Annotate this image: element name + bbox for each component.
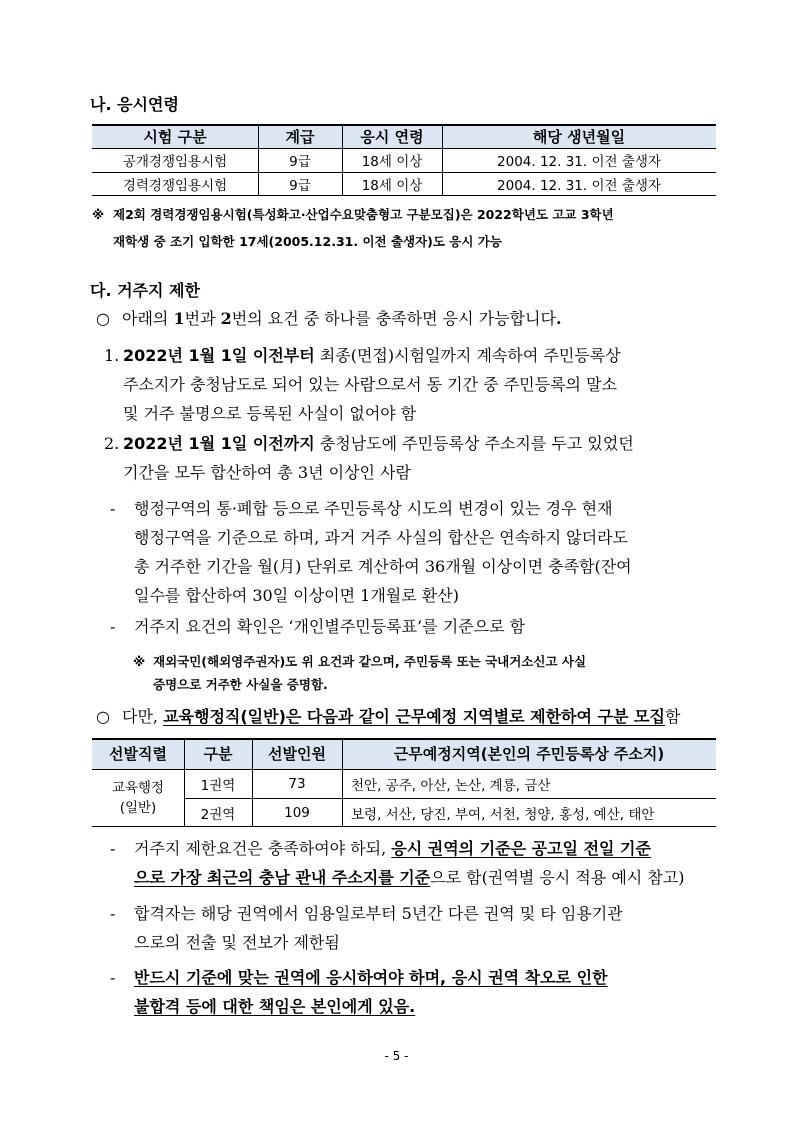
table-cell: 2004. 12. 31. 이전 출생자	[497, 178, 661, 194]
section-na-title: 나. 응시연령	[90, 95, 179, 114]
list-number: 2.	[104, 434, 120, 453]
text: 2	[220, 309, 232, 328]
merged-cell	[92, 769, 184, 827]
table-border	[442, 124, 443, 196]
note-line: 재학생 중 조기 입학한 17세(2005.12.31. 이전 출생자)도 응시 가능	[113, 234, 502, 249]
region-table	[92, 738, 716, 827]
note-line: 제2회 경력경쟁임용시험(특성화고·산업수요맞춤형고 구분모집)은 2022학년도 고교 3학년	[113, 207, 614, 222]
table-border	[342, 124, 343, 196]
table-border	[92, 738, 716, 740]
table-border	[252, 738, 253, 827]
page-number: - 5 -	[384, 1049, 409, 1063]
text: 거주지 제한요건은 충족하여야 하되,	[134, 839, 392, 858]
table-cell: 18세 이상	[361, 178, 423, 194]
note-line: 재외국민(해외영주권자)도 위 요건과 같으며, 주민등록 또는 국내거소신고 사실	[153, 654, 587, 669]
dash-line	[134, 862, 685, 893]
table-cell: 109	[284, 804, 310, 821]
table-cell: 73	[288, 775, 306, 792]
table-cell: 2권역	[200, 806, 236, 823]
dash-line: 으로의 전출 및 전보가 제한됨	[134, 933, 340, 952]
table-border	[92, 172, 716, 173]
list-item-line: 주소지가 충청남도로 되어 있는 사람으로서 동 기간 중 주민등록의 말소	[123, 375, 617, 394]
bullet-text	[122, 701, 680, 732]
underlined-text: 교육행정직(일반)은 다음과 같이 근무예정 지역별로 제한하여 구분 모집	[163, 707, 665, 726]
dash-line: 일수를 합산하여 30일 이상이면 1개월로 환산)	[134, 586, 459, 605]
age-table	[92, 124, 716, 196]
underlined-text: 응시 권역의 기준은 공고일 전일 기준	[391, 839, 651, 858]
note-line: 증명으로 거주한 사실을 증명함.	[153, 677, 328, 692]
dash-line: 불합격 등에 대한 책임은 본인에게 있음.	[134, 997, 416, 1016]
text: 으로 함(권역별 응시 적용 예시 참고)	[430, 868, 685, 887]
text: 번의 요건 중 하나를 충족하면 응시 가능합니다	[231, 309, 556, 328]
list-item-line: 기간을 모두 합산하여 총 3년 이상인 사람	[123, 463, 411, 482]
table-border	[184, 798, 716, 799]
dash-mark: -	[110, 839, 116, 858]
text: 최종(면접)시험일까지 계속하여 주민등록상	[314, 346, 621, 365]
text: (일반)	[119, 800, 157, 816]
region-table-header: 구분	[203, 745, 233, 763]
age-table-header: 시험 구분	[143, 127, 207, 146]
text: .	[555, 309, 562, 328]
table-cell: 경력경쟁임용시험	[122, 178, 228, 194]
table-border	[92, 124, 716, 126]
text: 다만,	[122, 707, 164, 726]
table-cell: 9급	[289, 178, 311, 194]
table-cell: 18세 이상	[361, 154, 423, 170]
age-table-header: 계급	[285, 127, 315, 146]
list-number: 1.	[104, 346, 120, 365]
dash-line	[134, 833, 651, 864]
list-item-line: 및 거주 불명으로 등록된 사실이 없어야 함	[123, 404, 417, 423]
bullet-circle: ○	[96, 309, 110, 328]
table-border	[184, 738, 185, 827]
note-mark: ※	[92, 207, 105, 222]
list-item-line	[123, 340, 621, 371]
table-cell: 천안, 공주, 아산, 논산, 계룡, 금산	[351, 777, 551, 794]
text: 번과	[184, 309, 221, 328]
table-cell: 9급	[289, 154, 311, 170]
table-cell: 1권역	[200, 777, 236, 794]
text: 교육행정	[111, 780, 165, 796]
table-cell: 보령, 서산, 당진, 부여, 서천, 청양, 홍성, 예산, 태안	[351, 806, 655, 823]
table-cell: 공개경쟁임용시험	[122, 154, 228, 170]
note-mark: ※	[133, 654, 146, 669]
dash-mark: -	[110, 617, 116, 636]
table-border	[92, 148, 716, 149]
text: 1	[173, 309, 185, 328]
bullet-text	[122, 303, 562, 334]
dash-mark: -	[110, 499, 116, 518]
dash-line: 행정구역을 기준으로 하며, 과거 거주 사실의 합산은 연속하지 않더라도	[134, 528, 628, 547]
table-border	[92, 195, 716, 196]
text: 2022년 1월 1일 이전까지	[123, 434, 315, 453]
dash-mark: -	[110, 968, 116, 987]
dash-line: 행정구역의 통·폐합 등으로 주민등록상 시도의 변경이 있는 경우 현재	[134, 499, 613, 518]
dash-mark: -	[110, 904, 116, 923]
region-table-header: 근무예정지역(본인의 주민등록상 주소지)	[393, 745, 665, 763]
table-border	[92, 826, 716, 827]
underlined-text: 으로 가장 최근의 충남 관내 주소지를 기준	[134, 868, 431, 887]
bullet-circle: ○	[96, 707, 110, 726]
dash-line: 합격자는 해당 권역에서 임용일로부터 5년간 다른 권역 및 타 임용기관	[134, 904, 623, 923]
dash-line: 반드시 기준에 맞는 권역에 응시하여야 하며, 응시 권역 착오로 인한	[134, 968, 608, 987]
table-cell: 2004. 12. 31. 이전 출생자	[497, 154, 661, 170]
text: 2022년 1월 1일 이전부터	[123, 346, 315, 365]
table-border	[92, 769, 716, 770]
text: 함	[664, 707, 681, 726]
dash-line: 거주지 요건의 확인은 ‘개인별주민등록표’를 기준으로 함	[134, 617, 526, 636]
dash-line: 총 거주한 기간을 월(月) 단위로 계산하여 36개월 이상이면 충족함(잔여	[134, 557, 632, 576]
region-table-header: 선발인원	[268, 745, 326, 763]
list-item-line	[123, 428, 634, 459]
region-table-header: 선발직렬	[109, 745, 167, 763]
text: 아래의	[122, 309, 174, 328]
table-border	[342, 738, 343, 827]
age-table-header: 해당 생년월일	[532, 127, 626, 146]
section-da-title: 다. 거주지 제한	[90, 281, 200, 300]
text: 충청남도에 주민등록상 주소지를 두고 있었던	[314, 434, 634, 453]
age-table-header: 응시 연령	[360, 127, 424, 146]
table-border	[258, 124, 259, 196]
